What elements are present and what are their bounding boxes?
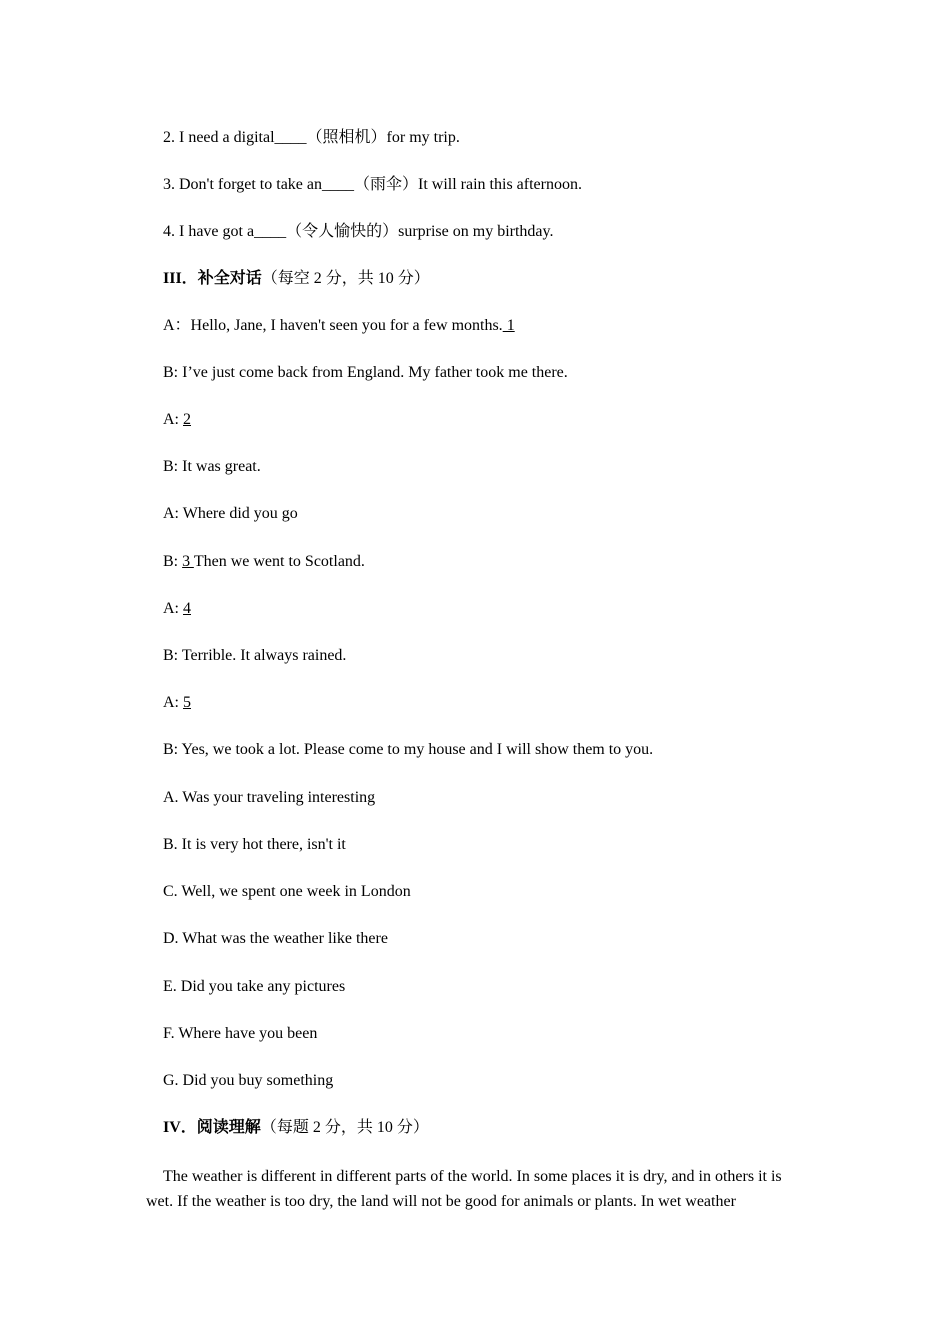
- chinese-hint: （照相机）: [306, 129, 387, 146]
- question-text: 3. Don't forget to take an: [163, 176, 322, 193]
- option-e: E. Did you take any pictures: [163, 978, 346, 995]
- question-text: 2. I need a digital: [163, 129, 275, 146]
- chinese-hint: （雨伞）: [354, 176, 419, 193]
- dialogue-blank-2: 2: [183, 411, 191, 428]
- dialogue-line-3: A: 2: [163, 411, 191, 428]
- fill-in-question-3: [163, 175, 582, 195]
- reading-passage: The weather is different in different parts of the world. In some places it is dry, and in others it is wet. If the weather is too dry, the land will not be good for animals or plants. In wet weather: [146, 1168, 782, 1210]
- answer-blank: ____: [274, 129, 307, 146]
- section-title: 补全对话: [197, 270, 262, 287]
- section-heading-dialogue: [163, 269, 430, 289]
- dialogue-blank-3: 3: [182, 553, 194, 570]
- question-text: surprise on my birthday.: [398, 223, 554, 240]
- option-f: F. Where have you been: [163, 1025, 318, 1042]
- dialogue-line-5: A: Where did you go: [163, 505, 298, 522]
- section-score: （每空 2 分，共 10 分）: [261, 270, 430, 287]
- section-number: IV．: [163, 1119, 197, 1136]
- option-c: C. Well, we spent one week in London: [163, 883, 411, 900]
- fill-in-question-4: [163, 222, 553, 242]
- dialogue-line-7: A: 4: [163, 600, 191, 617]
- dialogue-line-6: B: 3 Then we went to Scotland.: [163, 553, 365, 570]
- question-text: 4. I have got a: [163, 223, 255, 240]
- option-b: B. It is very hot there, isn't it: [163, 836, 346, 853]
- dialogue-blank-5: 5: [183, 694, 191, 711]
- section-title: 阅读理解: [196, 1119, 261, 1136]
- section-score: （每题 2 分，共 10 分）: [260, 1119, 429, 1136]
- dialogue-line-9: A: 5: [163, 694, 191, 711]
- section-number: III．: [163, 270, 198, 287]
- option-g: G. Did you buy something: [163, 1072, 334, 1089]
- option-d: D. What was the weather like there: [163, 930, 388, 947]
- dialogue-line-10: B: Yes, we took a lot. Please come to my house and I will show them to you.: [163, 741, 654, 758]
- section-heading-reading: [163, 1118, 429, 1138]
- dialogue-blank-4: 4: [183, 600, 191, 617]
- answer-blank: ____: [254, 223, 287, 240]
- question-text: It will rain this afternoon.: [418, 176, 582, 193]
- dialogue-line-2: B: I’ve just come back from England. My father took me there.: [163, 364, 568, 381]
- fill-in-question-2: [163, 128, 460, 148]
- question-text: for my trip.: [386, 129, 460, 146]
- dialogue-blank-1: 1: [502, 317, 515, 334]
- dialogue-line-8: B: Terrible. It always rained.: [163, 647, 347, 664]
- chinese-hint: （令人愉快的）: [286, 223, 399, 240]
- dialogue-line-4: B: It was great.: [163, 458, 261, 475]
- option-a: A. Was your traveling interesting: [163, 789, 376, 806]
- answer-blank: ____: [322, 176, 354, 193]
- dialogue-line-1: A：Hello, Jane, I haven't seen you for a few months. 1: [163, 317, 515, 334]
